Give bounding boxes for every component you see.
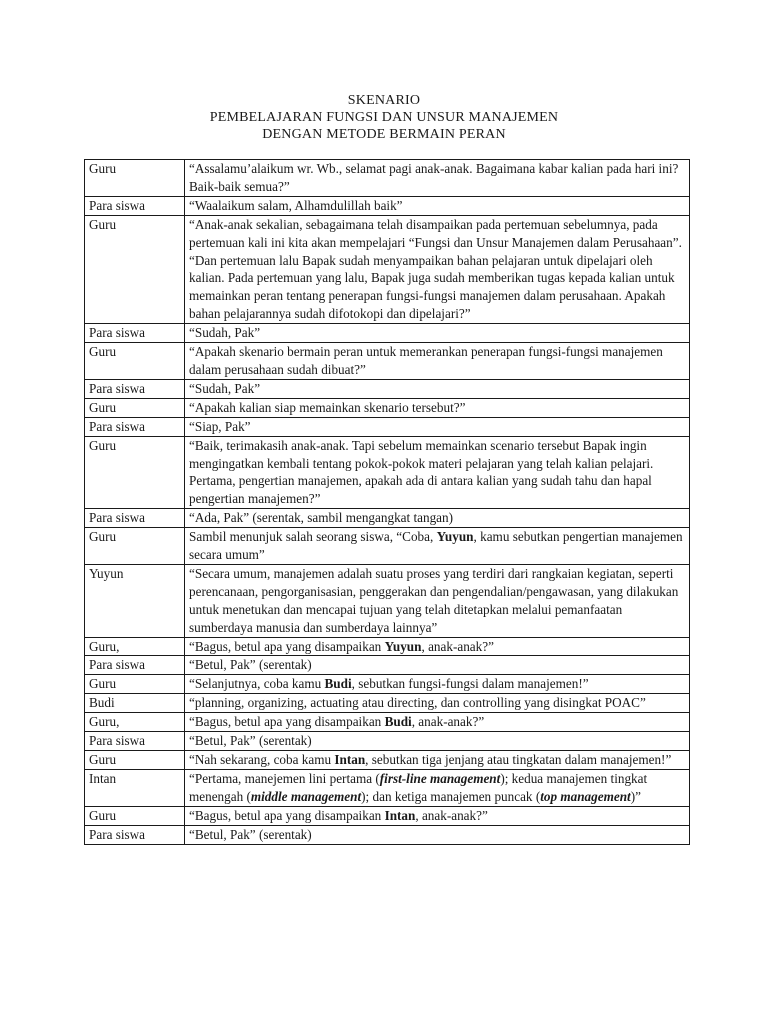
dialogue-line-cell xyxy=(185,398,690,417)
table-row xyxy=(85,215,690,323)
dialogue-text: Sambil menunjuk salah seorang siswa, “Coba, xyxy=(189,529,437,545)
dialogue-text: , sebutkan fungsi-fungsi dalam manajemen!” xyxy=(351,676,589,692)
table-row xyxy=(85,564,690,637)
dialogue-text: “Apakah kalian siap memainkan skenario tersebut?” xyxy=(189,399,466,415)
dialogue-line-cell xyxy=(185,436,690,509)
dialogue-text: “Sudah, Pak” xyxy=(189,325,261,341)
dialogue-paragraph xyxy=(189,197,685,215)
dialogue-paragraph xyxy=(189,826,685,844)
speaker-cell: Para siswa xyxy=(85,324,185,343)
dialogue-line-cell xyxy=(185,825,690,844)
table-row xyxy=(85,160,690,197)
dialogue-text: “Assalamu’alaikum wr. Wb., selamat pagi anak-anak. Bagaimana kabar kalian pada hari ini? Baik-baik semua?” xyxy=(189,161,682,194)
emphasized-text: Budi xyxy=(384,714,412,730)
speaker-cell: Para siswa xyxy=(85,417,185,436)
title-line-2: PEMBELAJARAN FUNGSI DAN UNSUR MANAJEMEN xyxy=(209,110,559,125)
table-row xyxy=(85,509,690,528)
table-row xyxy=(85,379,690,398)
title-line-3: DENGAN METODE BERMAIN PERAN xyxy=(262,127,506,142)
dialogue-paragraph xyxy=(189,770,685,806)
dialogue-text: , anak-anak?” xyxy=(415,807,488,823)
dialogue-text: “Betul, Pak” (serentak) xyxy=(189,657,312,673)
dialogue-line-cell xyxy=(185,343,690,380)
table-row xyxy=(85,417,690,436)
document-title xyxy=(0,92,768,143)
dialogue-text: “planning, organizing, actuating atau directing, dan controlling yang disingkat POAC” xyxy=(189,695,646,711)
speaker-cell: Para siswa xyxy=(85,379,185,398)
dialogue-text: , sebutkan tiga jenjang atau tingkatan dalam manajemen!” xyxy=(365,752,672,767)
dialogue-text: , kamu sebutkan pengertian manajemen secara umum” xyxy=(189,529,686,563)
dialogue-text: )” xyxy=(630,788,641,804)
dialogue-line-cell xyxy=(185,215,690,323)
dialogue-text: ); dan ketiga manajemen puncak ( xyxy=(361,788,541,804)
dialogue-paragraph xyxy=(189,807,685,825)
dialogue-line-cell xyxy=(185,509,690,528)
dialogue-text: ); kedua manajemen tingkat menengah ( xyxy=(189,770,651,804)
table-row xyxy=(85,751,690,770)
speaker-cell: Guru xyxy=(85,806,185,825)
emphasized-text: Intan xyxy=(334,752,366,767)
speaker-cell: Guru xyxy=(85,675,185,694)
speaker-cell: Guru, xyxy=(85,637,185,656)
speaker-cell: Guru xyxy=(85,343,185,380)
dialogue-text: , anak-anak?” xyxy=(421,638,494,654)
table-row xyxy=(85,825,690,844)
dialogue-text: “Secara umum, manajemen adalah suatu proses yang terdiri dari rangkaian kegiatan, seperti perencanaan, pengorganisasian, penggerakan dan pengendalian/pengawasan, yang dilakukan untuk menetukan dan mencapai tujuan yang telah ditetapkan melalui pemanfaatan sumberdaya manusia dan sumberdaya lainnya” xyxy=(189,565,682,635)
dialogue-table xyxy=(84,159,690,845)
dialogue-text: “Baik, terimakasih anak-anak. Tapi sebelum memainkan scenario tersebut Bapak ingin mengingatkan kembali tentang pokok-pokok materi pelajaran yang telah kalian pelajari. Pertama, pengertian manajemen, apakah ada di antara kalian yang sudah tahu dan hapal pengertian manajemen?” xyxy=(189,437,657,507)
table-row xyxy=(85,528,690,565)
speaker-cell: Budi xyxy=(85,694,185,713)
speaker-cell: Guru xyxy=(85,215,185,323)
dialogue-line-cell xyxy=(185,417,690,436)
dialogue-line-cell xyxy=(185,806,690,825)
speaker-cell: Yuyun xyxy=(85,564,185,637)
dialogue-line-cell xyxy=(185,160,690,197)
dialogue-paragraph xyxy=(189,324,685,342)
speaker-cell: Para siswa xyxy=(85,732,185,751)
dialogue-line-cell xyxy=(185,196,690,215)
table-row xyxy=(85,675,690,694)
emphasized-text: Yuyun xyxy=(384,638,422,654)
speaker-cell: Guru xyxy=(85,160,185,197)
dialogue-text: “Anak-anak sekalian, sebagaimana telah disampaikan pada pertemuan sebelumnya, pada pertemuan kali ini kita akan mempelajari “Fungsi dan Unsur Manajemen dalam Perusahaan”. xyxy=(189,216,682,250)
dialogue-text: “Bagus, betul apa yang disampaikan xyxy=(189,638,385,654)
dialogue-paragraph xyxy=(189,437,685,509)
dialogue-text: “Dan pertemuan lalu Bapak sudah menyampaikan bahan pelajaran untuk dipelajari oleh kalian. Pada pertemuan yang lalu, Bapak juga sudah memberikan tugas kepada kalian untuk memainkan peran tentang penerapan fungsi-fungsi manajemen dalam perusahaan. Apakah bahan pelajarannya sudah difotokopi dan dipelajari?” xyxy=(189,252,678,322)
dialogue-text: “Bagus, betul apa yang disampaikan xyxy=(189,807,385,823)
dialogue-text: “Siap, Pak” xyxy=(189,418,251,434)
dialogue-paragraph xyxy=(189,751,685,769)
dialogue-paragraph xyxy=(189,399,685,417)
speaker-cell: Guru xyxy=(85,436,185,509)
dialogue-paragraph xyxy=(189,252,685,324)
emphasized-text: Yuyun xyxy=(436,529,474,545)
speaker-cell: Para siswa xyxy=(85,656,185,675)
dialogue-text: “Selanjutnya, coba kamu xyxy=(189,676,325,692)
dialogue-line-cell xyxy=(185,732,690,751)
dialogue-text: “Nah sekarang, coba kamu xyxy=(189,752,335,767)
emphasized-text: Budi xyxy=(324,676,352,692)
dialogue-paragraph xyxy=(189,675,685,693)
speaker-cell: Para siswa xyxy=(85,509,185,528)
dialogue-text: “Ada, Pak” (serentak, sambil mengangkat tangan) xyxy=(189,510,454,526)
table-row xyxy=(85,343,690,380)
dialogue-text: , anak-anak?” xyxy=(411,714,485,730)
dialogue-paragraph xyxy=(189,638,685,656)
speaker-cell: Para siswa xyxy=(85,196,185,215)
speaker-cell: Guru xyxy=(85,398,185,417)
dialogue-text: “Bagus, betul apa yang disampaikan xyxy=(189,714,385,730)
dialogue-line-cell xyxy=(185,637,690,656)
emphasized-text: first-line management xyxy=(379,770,501,786)
dialogue-text: “Betul, Pak” (serentak) xyxy=(189,733,312,749)
table-row xyxy=(85,637,690,656)
speaker-cell: Para siswa xyxy=(85,825,185,844)
dialogue-text: “Sudah, Pak” xyxy=(189,380,261,396)
dialogue-paragraph xyxy=(189,732,685,750)
dialogue-rows xyxy=(85,160,690,845)
table-row xyxy=(85,398,690,417)
dialogue-line-cell xyxy=(185,751,690,770)
dialogue-line-cell xyxy=(185,379,690,398)
dialogue-paragraph xyxy=(189,160,685,196)
title-line-1: SKENARIO xyxy=(347,93,421,108)
dialogue-paragraph xyxy=(189,528,685,564)
speaker-cell: Guru xyxy=(85,528,185,565)
table-row xyxy=(85,656,690,675)
table-row xyxy=(85,769,690,806)
dialogue-paragraph xyxy=(189,509,685,527)
dialogue-paragraph xyxy=(189,656,685,674)
dialogue-paragraph xyxy=(189,418,685,436)
speaker-cell: Intan xyxy=(85,769,185,806)
table-row xyxy=(85,436,690,509)
dialogue-line-cell xyxy=(185,769,690,806)
speaker-cell: Guru xyxy=(85,751,185,770)
dialogue-text: “Waalaikum salam, Alhamdulillah baik” xyxy=(189,197,403,213)
dialogue-text: “Betul, Pak” (serentak) xyxy=(189,826,312,842)
dialogue-line-cell xyxy=(185,675,690,694)
dialogue-line-cell xyxy=(185,564,690,637)
dialogue-paragraph xyxy=(189,713,685,731)
emphasized-text: Intan xyxy=(384,807,416,823)
table-row xyxy=(85,324,690,343)
dialogue-line-cell xyxy=(185,528,690,565)
table-row xyxy=(85,806,690,825)
dialogue-paragraph xyxy=(189,380,685,398)
dialogue-line-cell xyxy=(185,324,690,343)
dialogue-text: “Pertama, manejemen lini pertama ( xyxy=(189,770,380,786)
dialogue-line-cell xyxy=(185,713,690,732)
table-row xyxy=(85,732,690,751)
emphasized-text: middle management xyxy=(250,788,362,804)
table-row xyxy=(85,196,690,215)
dialogue-paragraph xyxy=(189,343,685,379)
table-row xyxy=(85,694,690,713)
dialogue-line-cell xyxy=(185,656,690,675)
dialogue-paragraph xyxy=(189,216,685,252)
dialogue-line-cell xyxy=(185,694,690,713)
dialogue-paragraph xyxy=(189,694,685,712)
dialogue-paragraph xyxy=(189,565,685,637)
table-row xyxy=(85,713,690,732)
speaker-cell: Guru, xyxy=(85,713,185,732)
dialogue-text: “Apakah skenario bermain peran untuk memerankan penerapan fungsi-fungsi manajemen dalam perusahaan sudah dibuat?” xyxy=(189,344,667,377)
emphasized-text: top management xyxy=(540,788,631,804)
